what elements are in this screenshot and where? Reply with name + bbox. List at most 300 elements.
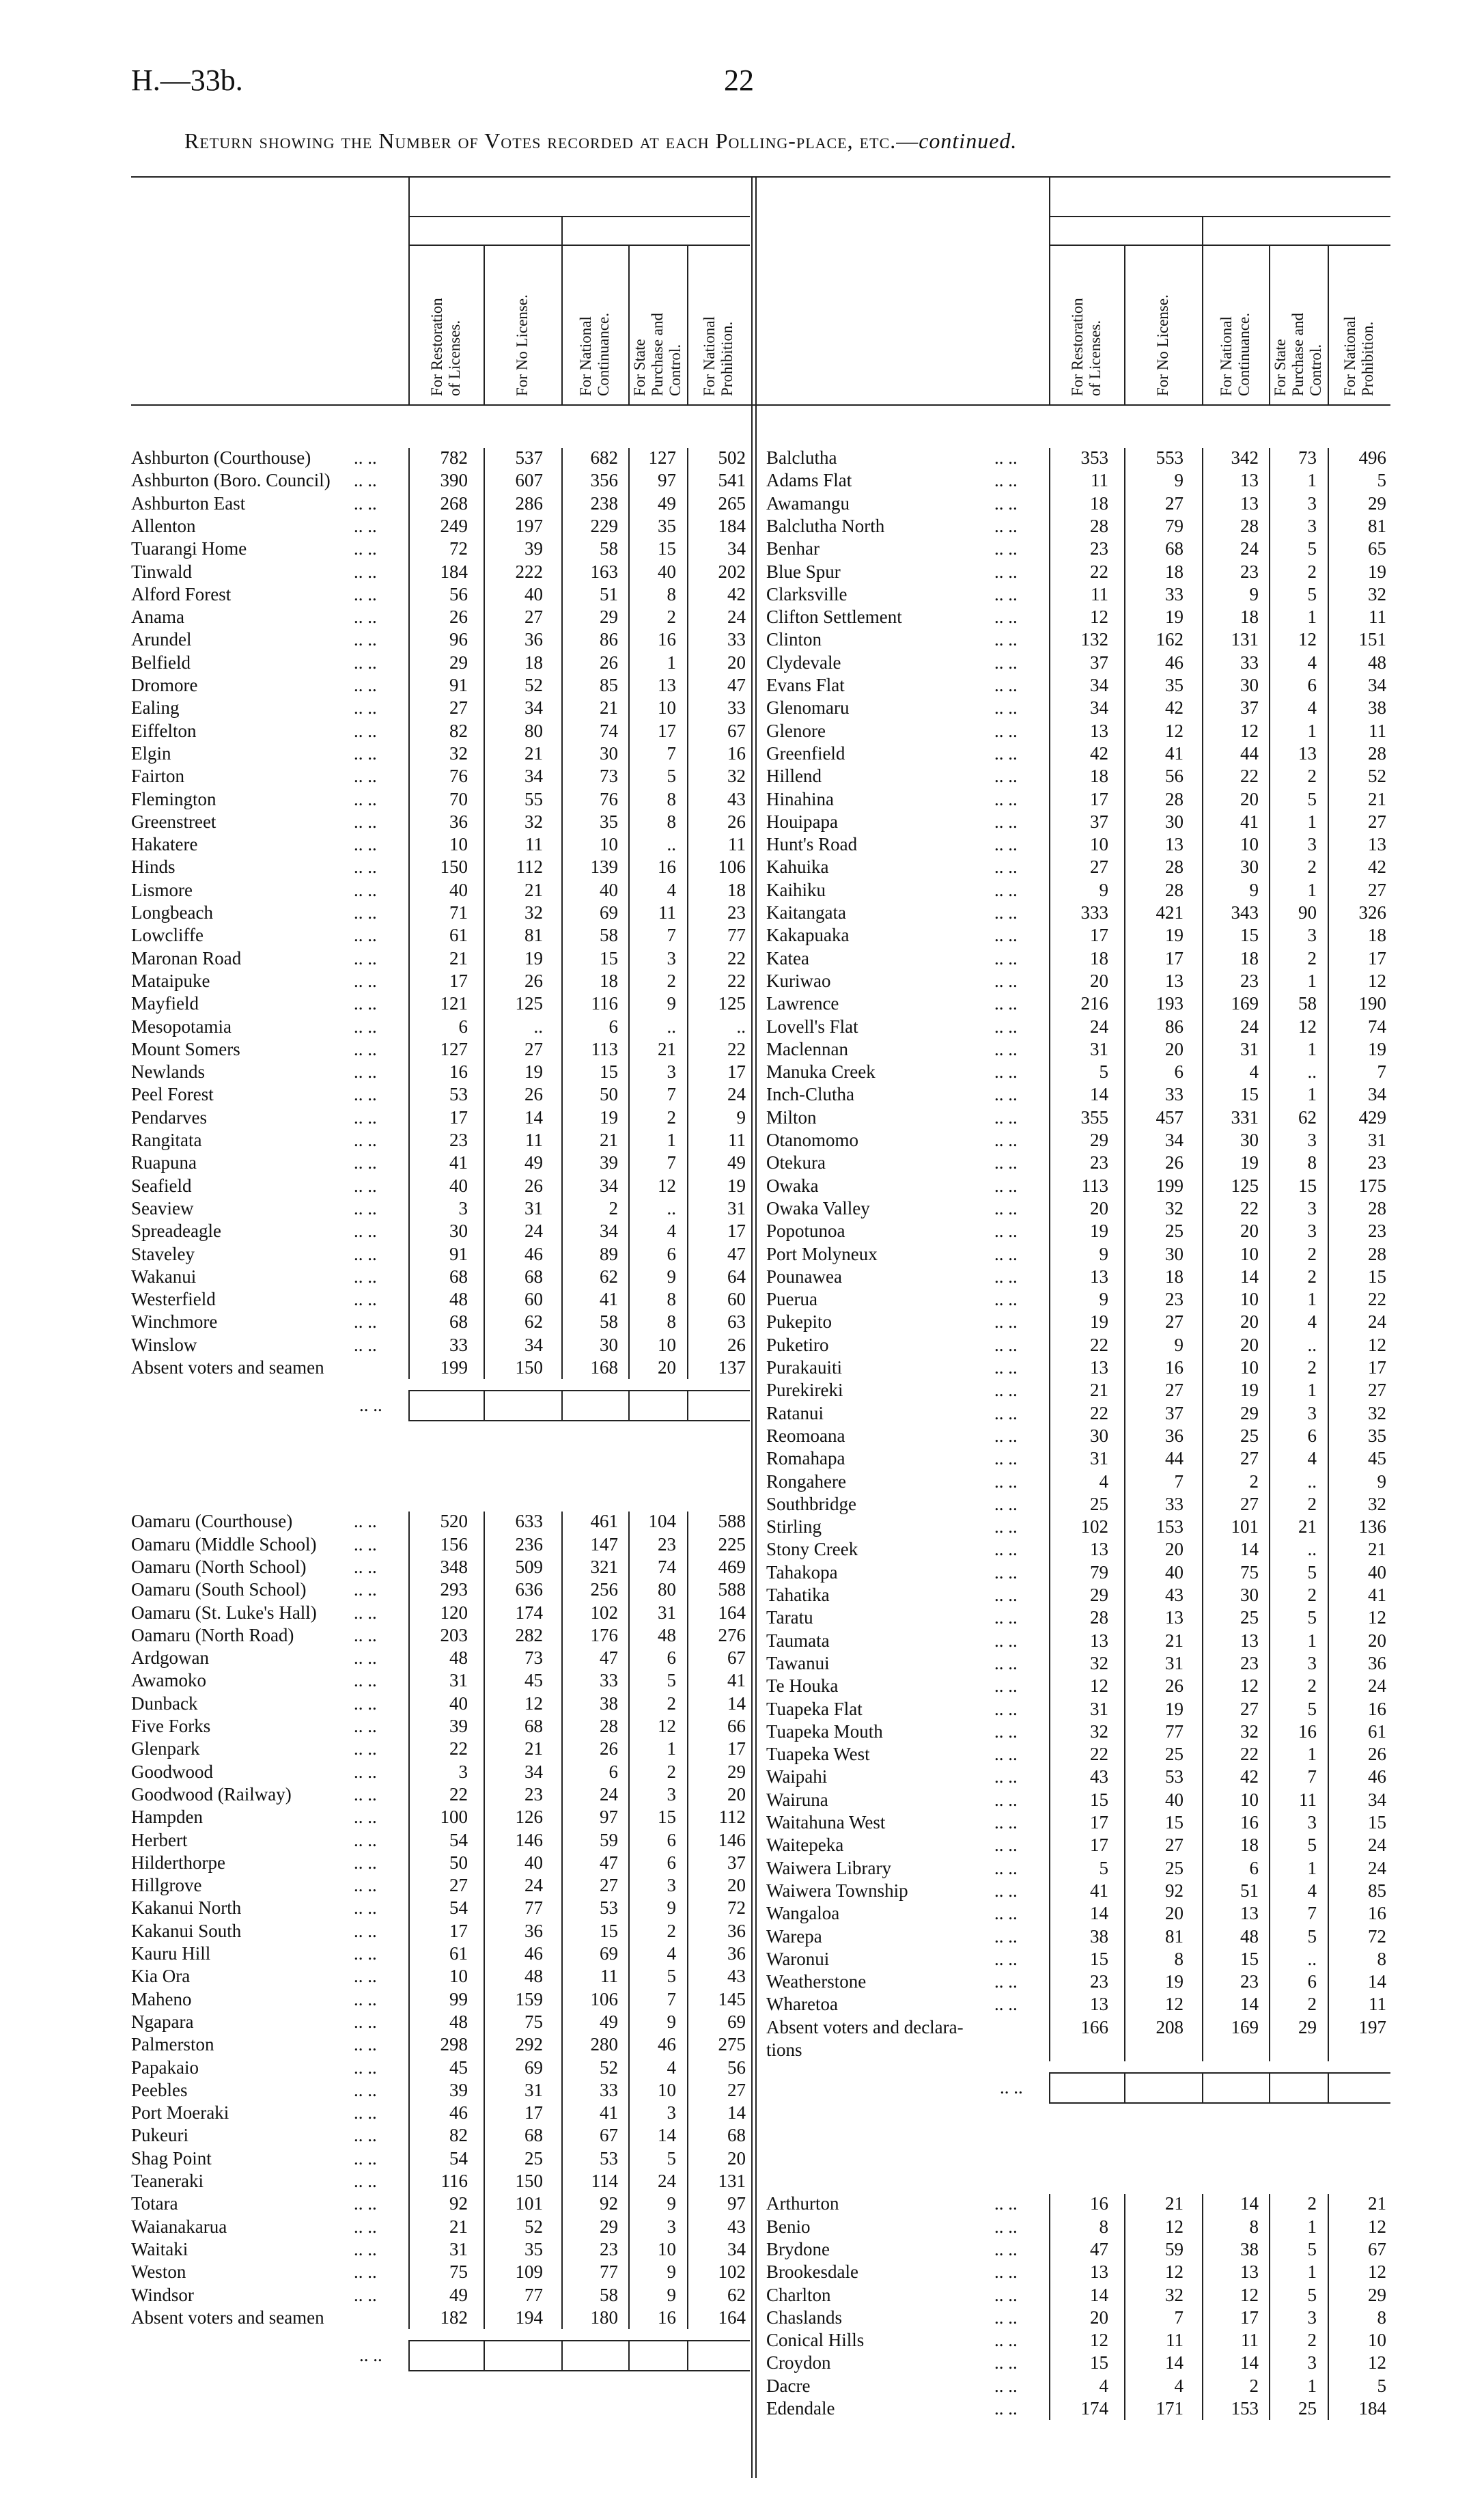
vote-count: 41 xyxy=(600,2102,618,2123)
vote-count: 19 xyxy=(1090,1311,1108,1333)
column-rule xyxy=(628,448,630,1379)
vote-count: 1 xyxy=(1307,607,1317,628)
leader-dots: .. .. xyxy=(354,2057,377,2078)
vote-count: 23 xyxy=(1240,561,1259,582)
polling-place-name: Spreadeagle xyxy=(131,1221,221,1242)
vote-count: 12 xyxy=(1368,1607,1386,1628)
polling-place-name: Lovell's Flat xyxy=(766,1016,858,1037)
vote-count: 5 xyxy=(1307,1925,1317,1947)
vote-count: 1 xyxy=(1307,1744,1317,1765)
polling-place-name: Glenore xyxy=(766,720,826,741)
polling-place-name: Belfield xyxy=(131,652,191,673)
vote-count: 63 xyxy=(727,1311,746,1333)
vote-count: 24 xyxy=(658,2171,676,2191)
vote-count: 5 xyxy=(667,1966,676,1987)
leader-dots: .. .. xyxy=(354,652,377,673)
vote-count: 11 xyxy=(728,834,746,855)
leader-dots: .. .. xyxy=(354,515,377,536)
table-row xyxy=(131,538,750,560)
vote-count: 12 xyxy=(1240,720,1259,741)
vote-count: 71 xyxy=(449,902,468,923)
vote-count: 331 xyxy=(1231,1106,1259,1128)
leader-dots: .. .. xyxy=(354,2261,377,2283)
vote-count: 13 xyxy=(1240,1903,1259,1924)
vote-count: 11 xyxy=(1369,720,1386,741)
vote-count: 21 xyxy=(600,697,618,719)
vote-count: 20 xyxy=(1240,1334,1259,1355)
header-vline-right-e xyxy=(1328,246,1329,404)
vote-count: 636 xyxy=(515,1579,543,1600)
table-row xyxy=(766,1425,1390,1447)
vote-count: 174 xyxy=(1080,2398,1108,2419)
polling-place-name: Wangaloa xyxy=(766,1903,840,1924)
polling-place-name: Port Molyneux xyxy=(766,1243,878,1264)
table-row xyxy=(766,1471,1390,1493)
vote-count: 12 xyxy=(658,1175,676,1196)
table-row xyxy=(766,697,1390,719)
vote-count: 58 xyxy=(600,1311,618,1333)
totals-rule xyxy=(687,2340,688,2370)
vote-count: 36 xyxy=(524,1920,543,1941)
table-row xyxy=(131,1311,750,1333)
vote-count: 41 xyxy=(449,1152,468,1173)
vote-count: 10 xyxy=(658,697,676,719)
vote-count: 20 xyxy=(1165,1038,1184,1059)
vote-count: 10 xyxy=(1240,1243,1259,1264)
polling-place-name: Hunt's Road xyxy=(766,834,858,855)
vote-count: 55 xyxy=(524,788,543,809)
vote-count: 14 xyxy=(1165,2352,1184,2373)
vote-count: 61 xyxy=(449,925,468,946)
vote-count: 40 xyxy=(524,1852,543,1873)
table-row xyxy=(131,1175,750,1197)
vote-count: 12 xyxy=(1368,2261,1386,2283)
vote-count: 31 xyxy=(449,2238,468,2259)
vote-count: 12 xyxy=(1090,2330,1108,2351)
leader-dots: .. .. xyxy=(354,1670,377,1691)
table-row xyxy=(766,720,1390,742)
vote-count: 24 xyxy=(600,1783,618,1805)
vote-count: 2 xyxy=(608,1197,618,1218)
vote-count: 16 xyxy=(1368,1903,1386,1924)
leader-dots: .. .. xyxy=(354,788,377,809)
table-row xyxy=(131,1738,750,1760)
vote-count: 2 xyxy=(1249,1471,1259,1492)
vote-count: 62 xyxy=(600,1266,618,1287)
totals-rule xyxy=(408,2340,410,2370)
table-row xyxy=(131,811,750,833)
vote-count: 76 xyxy=(600,788,618,809)
vote-count: 73 xyxy=(1298,447,1317,468)
vote-count: 67 xyxy=(727,720,746,741)
leader-dots: .. .. xyxy=(354,1197,377,1218)
vote-count: 8 xyxy=(1377,1948,1386,1969)
column-rule xyxy=(1049,448,1050,2061)
vote-count: 21 xyxy=(1165,2193,1184,2214)
vote-count: 8 xyxy=(1249,2216,1259,2237)
vote-count: 27 xyxy=(1240,1493,1259,1514)
vote-count: .. xyxy=(533,1016,543,1037)
polling-place-name: Wakanui xyxy=(131,1266,197,1287)
vote-count: 29 xyxy=(1298,2016,1317,2037)
table-row xyxy=(131,2284,750,2307)
vote-count: 150 xyxy=(515,2171,543,2191)
vote-count: 21 xyxy=(1368,2193,1386,2214)
vote-count: 31 xyxy=(1090,1448,1108,1469)
polling-place-name: Dunback xyxy=(131,1693,198,1714)
vote-count: 1 xyxy=(1307,470,1317,491)
table-row xyxy=(766,1220,1390,1242)
polling-place-name: Conical Hills xyxy=(766,2330,865,2351)
polling-place-name: Dromore xyxy=(131,675,198,695)
vote-count: 92 xyxy=(449,2193,468,2214)
leader-dots: .. .. xyxy=(994,1425,1018,1446)
leader-dots: .. .. xyxy=(994,1812,1018,1833)
vote-count: .. xyxy=(667,1016,676,1037)
vote-count: 348 xyxy=(440,1556,468,1577)
vote-count: 32 xyxy=(449,742,468,764)
header-line: Control. xyxy=(667,344,684,396)
vote-count: 29 xyxy=(600,2216,618,2237)
vote-count: 30 xyxy=(1240,856,1259,878)
leader-dots: .. .. xyxy=(354,607,377,628)
polling-place-name: Romahapa xyxy=(766,1448,845,1469)
vote-count: 13 xyxy=(1240,470,1259,491)
polling-place-name: tions xyxy=(766,2039,802,2060)
vote-count: 32 xyxy=(1368,1402,1386,1423)
vote-count: 20 xyxy=(1240,1221,1259,1242)
vote-count: 24 xyxy=(524,1221,543,1242)
leader-dots: .. .. xyxy=(994,1289,1018,1310)
table-row xyxy=(131,856,750,878)
vote-count: 6 xyxy=(667,1852,676,1873)
polling-place-name: Lismore xyxy=(131,879,193,900)
vote-count: 25 xyxy=(1090,1493,1108,1514)
vote-count: 43 xyxy=(727,788,746,809)
table-row xyxy=(766,561,1390,583)
table-row xyxy=(766,1379,1390,1402)
leader-dots: .. .. xyxy=(994,1630,1018,1651)
table-row xyxy=(131,1647,750,1669)
vote-count: 13 xyxy=(1240,2261,1259,2283)
vote-count: 5 xyxy=(1377,2375,1386,2396)
vote-count: 496 xyxy=(1358,447,1386,468)
table-row xyxy=(766,1584,1390,1606)
vote-count: .. xyxy=(1307,1061,1317,1083)
vote-count: 12 xyxy=(658,1716,676,1736)
vote-count: 156 xyxy=(440,1533,468,1555)
vote-count: 5 xyxy=(1099,1061,1108,1083)
vote-count: 8 xyxy=(1099,2216,1108,2237)
leader-dots: .. .. xyxy=(354,1875,377,1896)
polling-place-name: Teaneraki xyxy=(131,2171,204,2191)
vote-count: 11 xyxy=(1299,1789,1317,1810)
polling-place-name: Ratanui xyxy=(766,1402,824,1423)
vote-count: 27 xyxy=(524,607,543,628)
vote-count: 21 xyxy=(449,947,468,969)
vote-count: 3 xyxy=(667,1875,676,1896)
vote-count: 15 xyxy=(600,1061,618,1083)
vote-count: 1 xyxy=(1307,811,1317,832)
vote-count: 16 xyxy=(658,856,676,878)
vote-count: 16 xyxy=(1368,1698,1386,1719)
vote-count: 75 xyxy=(524,2011,543,2032)
vote-count: 24 xyxy=(1240,538,1259,559)
vote-count: 12 xyxy=(1165,2216,1184,2237)
vote-count: 116 xyxy=(591,993,618,1014)
vote-count: 4 xyxy=(1174,2375,1184,2396)
vote-count: 31 xyxy=(658,1602,676,1623)
table-row xyxy=(766,924,1390,947)
leader-dots: .. .. xyxy=(354,1647,377,1669)
polling-place-name: Katea xyxy=(766,947,809,969)
vote-count: 34 xyxy=(600,1221,618,1242)
vote-count: 6 xyxy=(667,1243,676,1264)
polling-place-name: Fairton xyxy=(131,766,184,787)
leader-dots: .. .. xyxy=(354,1783,377,1805)
vote-count: 34 xyxy=(524,1761,543,1782)
vote-count: 12 xyxy=(1368,970,1386,991)
column-rule xyxy=(1124,2194,1125,2420)
vote-count: 24 xyxy=(1240,1016,1259,1037)
vote-count: 34 xyxy=(1165,1130,1184,1150)
vote-count: 12 xyxy=(1240,1675,1259,1697)
vote-count: 9 xyxy=(1099,1289,1108,1310)
vote-count: 27 xyxy=(449,697,468,719)
vote-count: 53 xyxy=(600,2147,618,2169)
vote-count: 9 xyxy=(667,2284,676,2305)
vote-count: 4 xyxy=(1307,697,1317,719)
centre-rule-a xyxy=(751,176,753,2478)
vote-count: .. xyxy=(667,1197,676,1218)
table-row xyxy=(766,583,1390,606)
totals-rule xyxy=(1049,2072,1050,2102)
vote-count: 23 xyxy=(1240,970,1259,991)
leader-dots: .. .. xyxy=(994,879,1018,900)
vote-count: 3 xyxy=(458,1197,468,1218)
vote-count: 36 xyxy=(449,811,468,832)
vote-count: 353 xyxy=(1080,447,1108,468)
leader-dots: .. .. xyxy=(354,1966,377,1987)
vote-count: 54 xyxy=(449,1829,468,1850)
vote-count: 166 xyxy=(1080,2016,1108,2037)
vote-count: 24 xyxy=(1368,1311,1386,1333)
vote-count: 31 xyxy=(1090,1038,1108,1059)
leader-dots: .. .. xyxy=(354,742,377,764)
vote-count: 12 xyxy=(1090,1675,1108,1697)
vote-count: 47 xyxy=(600,1852,618,1873)
vote-count: 7 xyxy=(1174,1471,1184,1492)
rule-top xyxy=(131,176,1390,178)
vote-count: 4 xyxy=(1307,1880,1317,1901)
vote-count: 7 xyxy=(1307,1766,1317,1787)
leader-dots: .. .. xyxy=(354,1243,377,1264)
vote-count: 91 xyxy=(449,675,468,695)
vote-count: 81 xyxy=(524,925,543,946)
vote-count: 8 xyxy=(1307,1152,1317,1173)
vote-count: 147 xyxy=(590,1533,618,1555)
header-vline-left-b xyxy=(484,246,485,404)
leader-dots: .. .. xyxy=(354,1221,377,1242)
table-row xyxy=(131,1761,750,1783)
totals-rule xyxy=(408,1390,410,1420)
vote-count: 10 xyxy=(449,1966,468,1987)
leader-dots: .. .. xyxy=(994,1357,1018,1378)
polling-place-name: Ashburton (Boro. Council) xyxy=(131,470,331,491)
column-rule xyxy=(1202,2194,1203,2420)
vote-count: 34 xyxy=(1090,675,1108,695)
vote-count: 106 xyxy=(590,1988,618,2009)
table-row xyxy=(131,947,750,970)
vote-count: .. xyxy=(1307,1948,1317,1969)
vote-count: 150 xyxy=(515,1357,543,1378)
polling-place-name: Totara xyxy=(131,2193,178,2214)
vote-count: 24 xyxy=(1368,1675,1386,1697)
table-row xyxy=(131,2011,750,2033)
table-row xyxy=(766,765,1390,788)
table-row xyxy=(766,2352,1390,2374)
vote-count: 62 xyxy=(524,1311,543,1333)
polling-place-name: Clarksville xyxy=(766,583,848,604)
leader-dots: .. .. xyxy=(994,947,1018,969)
vote-count: 3 xyxy=(1307,1221,1317,1242)
vote-count: 10 xyxy=(658,2079,676,2100)
vote-count: 53 xyxy=(449,1084,468,1105)
title-continued: continued. xyxy=(919,128,1018,153)
vote-count: 26 xyxy=(449,607,468,628)
vote-count: 13 xyxy=(1090,1357,1108,1378)
vote-count: 343 xyxy=(1231,902,1259,923)
polling-place-name: Ashburton (Courthouse) xyxy=(131,447,311,468)
table-row xyxy=(131,674,750,697)
vote-count: 13 xyxy=(1368,834,1386,855)
polling-place-name: Arundel xyxy=(131,629,192,650)
table-row xyxy=(766,1766,1390,1788)
vote-count: 3 xyxy=(1307,1812,1317,1833)
vote-count: 102 xyxy=(718,2261,746,2283)
vote-count: 24 xyxy=(524,1875,543,1896)
vote-count: 10 xyxy=(1240,1357,1259,1378)
vote-count: 26 xyxy=(1165,1675,1184,1697)
vote-count: 49 xyxy=(658,492,676,514)
vote-count: 26 xyxy=(727,811,746,832)
vote-count: 31 xyxy=(1240,1038,1259,1059)
leader-dots: .. .. xyxy=(354,1311,377,1333)
vote-count: 23 xyxy=(1368,1221,1386,1242)
vote-count: 13 xyxy=(1090,1266,1108,1287)
totals-dots: .. .. xyxy=(1000,2077,1023,2098)
polling-place-name: Anama xyxy=(131,607,184,628)
polling-place-name: Hillend xyxy=(766,766,822,787)
leader-dots: .. .. xyxy=(354,1761,377,1782)
vote-count: 76 xyxy=(449,766,468,787)
vote-count: 8 xyxy=(667,1311,676,1333)
vote-count: 146 xyxy=(515,1829,543,1850)
leader-dots: .. .. xyxy=(994,742,1018,764)
polling-place-name: Tinwald xyxy=(131,561,193,582)
vote-count: 34 xyxy=(1090,697,1108,719)
leader-dots: .. .. xyxy=(354,697,377,719)
vote-count: 69 xyxy=(600,902,618,923)
leader-dots: .. .. xyxy=(354,2238,377,2259)
table-row xyxy=(131,1874,750,1897)
header-restoration-right xyxy=(1069,298,1104,396)
polling-place-name: Waiwera Township xyxy=(766,1880,908,1901)
polling-place-name: Oamaru (North School) xyxy=(131,1556,307,1577)
vote-count: 11 xyxy=(525,1130,543,1150)
vote-count: 176 xyxy=(590,1624,618,1645)
vote-count: 29 xyxy=(727,1761,746,1782)
polling-place-name: Balclutha xyxy=(766,447,837,468)
vote-count: 150 xyxy=(440,856,468,878)
vote-count: 112 xyxy=(718,1807,746,1828)
vote-count: 2 xyxy=(1307,2193,1317,2214)
polling-place-name: Maheno xyxy=(131,1988,192,2009)
vote-count: 1 xyxy=(1307,1857,1317,1878)
rule-header-bottom xyxy=(131,404,1390,406)
vote-count: 13 xyxy=(1090,1630,1108,1651)
polling-place-name: Clydevale xyxy=(766,652,841,673)
vote-count: 68 xyxy=(1165,538,1184,559)
totals-rule xyxy=(561,1390,563,1420)
vote-count: 6 xyxy=(1307,675,1317,695)
leader-dots: .. .. xyxy=(354,629,377,650)
vote-count: 5 xyxy=(1377,470,1386,491)
vote-count: 15 xyxy=(1368,1812,1386,1833)
vote-count: 82 xyxy=(449,720,468,741)
vote-count: 1 xyxy=(667,1130,676,1150)
leader-dots: .. .. xyxy=(354,1289,377,1310)
vote-count: 39 xyxy=(524,538,543,559)
vote-count: 44 xyxy=(1240,742,1259,764)
leader-dots: .. .. xyxy=(994,1721,1018,1742)
leader-dots: .. .. xyxy=(994,515,1018,536)
leader-dots: .. .. xyxy=(354,675,377,695)
vote-count: 10 xyxy=(1240,1789,1259,1810)
vote-count: 131 xyxy=(718,2171,746,2191)
vote-count: 70 xyxy=(449,788,468,809)
vote-count: 21 xyxy=(1368,788,1386,809)
table-row xyxy=(131,652,750,674)
vote-count: 48 xyxy=(449,1647,468,1669)
vote-count: 49 xyxy=(449,2284,468,2305)
vote-count: 113 xyxy=(591,1038,618,1059)
vote-count: 65 xyxy=(1368,538,1386,559)
vote-count: 53 xyxy=(600,1897,618,1919)
vote-count: 15 xyxy=(658,1807,676,1828)
vote-count: 14 xyxy=(1240,2193,1259,2214)
leader-dots: .. .. xyxy=(354,2284,377,2305)
header-state-left xyxy=(631,313,684,396)
vote-count: 121 xyxy=(440,993,468,1014)
header-vline-right-d xyxy=(1269,246,1270,404)
vote-count: 60 xyxy=(524,1289,543,1310)
vote-count: 19 xyxy=(1240,1152,1259,1173)
leader-dots: .. .. xyxy=(994,1038,1018,1059)
vote-count: 21 xyxy=(600,1130,618,1150)
vote-count: 282 xyxy=(515,1624,543,1645)
polling-place-name: Waianakarua xyxy=(131,2216,227,2237)
column-rule xyxy=(484,1512,485,2329)
vote-count: 45 xyxy=(449,2057,468,2078)
vote-count: 18 xyxy=(524,652,543,673)
vote-count: 184 xyxy=(1358,2398,1386,2419)
vote-count: 5 xyxy=(1099,1857,1108,1878)
vote-count: 10 xyxy=(449,834,468,855)
vote-count: 11 xyxy=(728,1130,746,1150)
vote-count: 14 xyxy=(727,2102,746,2123)
vote-count: 588 xyxy=(718,1511,746,1532)
